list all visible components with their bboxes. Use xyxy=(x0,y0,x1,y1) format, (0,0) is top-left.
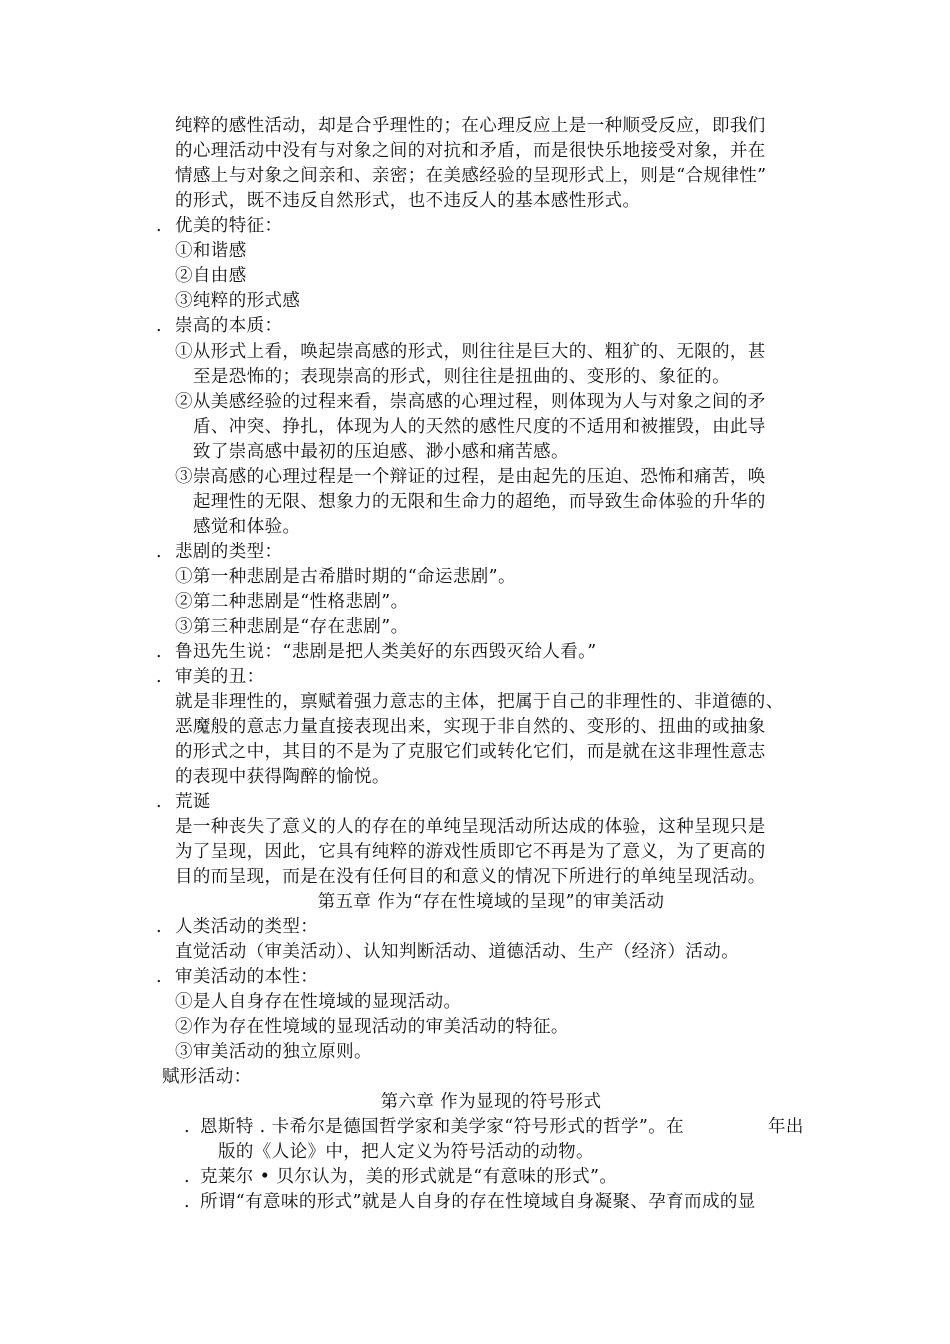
aesthetic-nature-item-1: ①是人自身存在性境域的显现活动。 xyxy=(175,992,462,1012)
huangdan-line-2: 为了呈现，因此，它具有纯粹的游戏性质即它不再是为了意义，为了更高的 xyxy=(175,842,766,862)
chapter6-item-1-year-suffix: 年出 xyxy=(768,1117,804,1137)
bullet-dot: . xyxy=(156,667,162,687)
chapter6-item-1-line-2: 版的《人论》中，把人定义为符号活动的动物。 xyxy=(218,1142,594,1162)
chonggao-line-2: 至是恐怖的；表现崇高的形式，则往往是扭曲的、变形的、象征的。 xyxy=(193,367,730,387)
intro-line-2: 的心理活动中没有与对象之间的对抗和矛盾，而是很快乐地接受对象，并在 xyxy=(175,141,766,161)
beiju-item-1: ①第一种悲剧是古希腊时期的“命运悲剧”。 xyxy=(175,567,516,587)
intro-line-1: 纯粹的感性活动，却是合乎理性的；在心理反应上是一种顺受反应，即我们 xyxy=(175,116,766,136)
youmei-title: 优美的特征： xyxy=(175,216,283,236)
chapter6-item-1-line-1: 恩斯特 . 卡希尔是德国哲学家和美学家“符号形式的哲学”。在 xyxy=(200,1117,685,1137)
youmei-item-3: ③纯粹的形式感 xyxy=(175,291,301,311)
chonggao-line-8: 感觉和体验。 xyxy=(193,517,301,537)
bullet-dot: . xyxy=(184,1192,190,1212)
chapter6-item-2: 克莱尔 • 贝尔认为，美的形式就是“有意味的形式”。 xyxy=(200,1167,618,1187)
fuxing-label: 赋形活动： xyxy=(162,1067,252,1087)
chonggao-line-5: 致了崇高感中最初的压迫感、渺小感和痛苦感。 xyxy=(193,442,569,462)
huangdan-title: 荒诞 xyxy=(175,792,211,812)
chonggao-title: 崇高的本质： xyxy=(175,316,283,336)
bullet-dot: . xyxy=(184,1117,190,1137)
intro-line-4: 的形式，既不违反自然形式，也不违反人的基本感性形式。 xyxy=(175,191,641,211)
beiju-item-2: ②第二种悲剧是“性格悲剧”。 xyxy=(175,592,409,612)
aesthetic-nature-item-3: ③审美活动的独立原则。 xyxy=(175,1042,372,1062)
huangdan-line-3: 目的而呈现，而是在没有任何目的和意义的情况下所进行的单纯呈现活动。 xyxy=(175,867,766,887)
aesthetic-nature-item-2: ②作为存在性境域的显现活动的审美活动的特征。 xyxy=(175,1017,569,1037)
activity-types-text: 直觉活动（审美活动）、认知判断活动、道德活动、生产（经济）活动。 xyxy=(175,942,740,962)
chou-line-2: 恶魔般的意志力量直接表现出来，实现于非自然的、变形的、扭曲的或抽象 xyxy=(175,717,766,737)
chapter6-heading: 第六章 作为显现的符号形式 xyxy=(380,1092,602,1112)
bullet-dot: . xyxy=(184,1167,190,1187)
bullet-dot: . xyxy=(156,542,162,562)
chou-line-4: 的表现中获得陶醉的愉悦。 xyxy=(175,767,390,787)
bullet-dot: . xyxy=(156,917,162,937)
chonggao-line-1: ①从形式上看，唤起崇高感的形式，则往往是巨大的、粗犷的、无限的，甚 xyxy=(175,342,766,362)
bullet-dot: . xyxy=(156,792,162,812)
youmei-item-1: ①和谐感 xyxy=(175,241,247,261)
chou-line-3: 的形式之中，其目的不是为了克服它们或转化它们，而是就在这非理性意志 xyxy=(175,742,766,762)
bullet-dot: . xyxy=(156,967,162,987)
youmei-item-2: ②自由感 xyxy=(175,266,247,286)
chonggao-line-6: ③崇高感的心理过程是一个辩证的过程，是由起先的压迫、恐怖和痛苦，唤 xyxy=(175,467,766,487)
beiju-title: 悲剧的类型： xyxy=(175,542,283,562)
bullet-dot: . xyxy=(156,216,162,236)
bullet-dot: . xyxy=(156,642,162,662)
chonggao-line-7: 起理性的无限、想象力的无限和生命力的超绝，而导致生命体验的升华的 xyxy=(193,492,766,512)
chonggao-line-3: ②从美感经验的过程来看，崇高感的心理过程，则体现为人与对象之间的矛 xyxy=(175,392,766,412)
chonggao-line-4: 盾、冲突、挣扎，体现为人的天然的感性尺度的不适用和被摧毁，由此导 xyxy=(193,417,766,437)
beiju-item-3: ③第三种悲剧是“存在悲剧”。 xyxy=(175,617,409,637)
bullet-dot: . xyxy=(156,316,162,336)
activity-types-title: 人类活动的类型： xyxy=(175,917,319,937)
chapter5-heading: 第五章 作为“存在性境域的呈现”的审美活动 xyxy=(317,892,665,912)
chou-title: 审美的丑： xyxy=(175,667,265,687)
chou-line-1: 就是非理性的，禀赋着强力意志的主体，把属于自己的非理性的、非道德的、 xyxy=(175,692,784,712)
chapter6-item-3: 所谓“有意味的形式”就是人自身的存在性境域自身凝聚、孕育而成的显 xyxy=(200,1192,756,1212)
huangdan-line-1: 是一种丧失了意义的人的存在的单纯呈现活动所达成的体验，这种呈现只是 xyxy=(175,817,766,837)
luxun-quote: 鲁迅先生说：“悲剧是把人类美好的东西毁灭给人看。” xyxy=(175,642,597,662)
aesthetic-nature-title: 审美活动的本性： xyxy=(175,967,319,987)
intro-line-3: 情感上与对象之间亲和、亲密；在美感经验的呈现形式上，则是“合规律性” xyxy=(175,166,767,186)
